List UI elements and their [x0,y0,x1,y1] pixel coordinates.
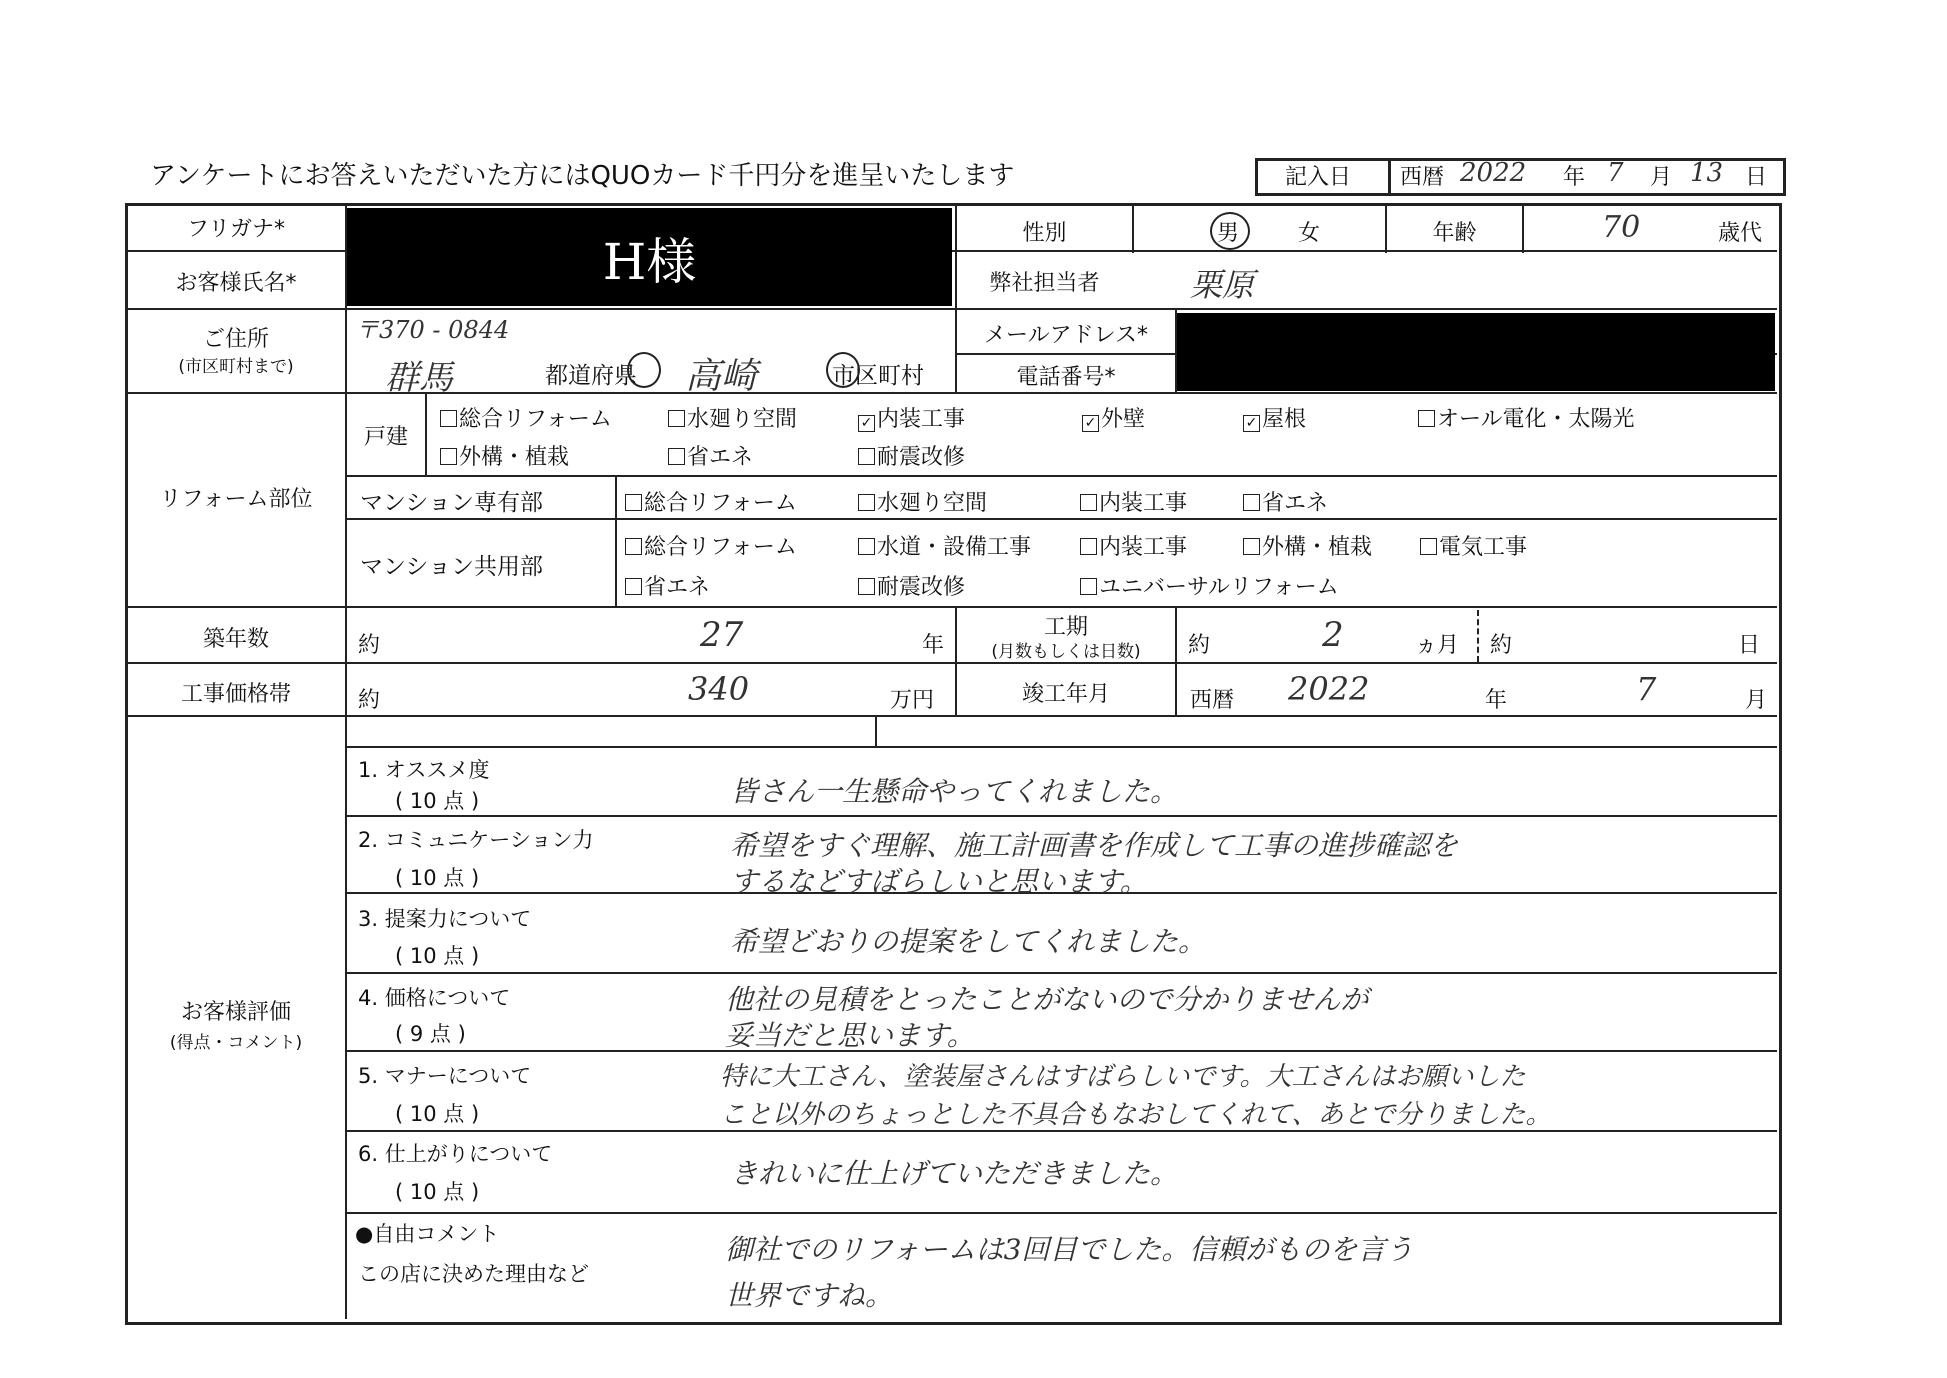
house-check-3[interactable]: ✓ 外壁 [1082,402,1145,433]
period-months-unit: ヵ月 [1415,633,1460,658]
common-check-0[interactable]: 総合リフォーム [625,530,797,561]
private-check-0[interactable]: 総合リフォーム [625,486,797,517]
private-check-3[interactable]: 省エネ [1243,486,1328,517]
eval-item-1-comment: 皆さん一生懸命やってくれました。 [730,775,1179,808]
completion-year: 2022 [1288,670,1370,708]
evaluation-sub-label: (得点・コメント) [169,1033,303,1053]
build-age-unit: 年 [922,633,945,658]
eval-item-4-comment-1: 他社の見積をとったことがないので分かりませんが [725,983,1369,1016]
house-label: 戸建 [363,425,408,450]
house-check-1[interactable]: 水廻り空間 [668,402,797,433]
house-check-8[interactable]: 耐震改修 [858,440,965,471]
prefecture-suffix: 都道府県 [545,363,637,389]
email-label: メールアドレス* [984,323,1148,348]
common-check-7[interactable]: ユニバーサルリフォーム [1080,570,1339,601]
common-check-5[interactable]: 省エネ [625,570,710,601]
eval-item-4-comment-2: 妥当だと思います。 [725,1019,975,1052]
period-label: 工期 [1043,615,1088,640]
entry-year-unit: 年 [1563,165,1586,190]
prefecture-ken-circle [627,352,661,388]
price-label: 工事価格帯 [180,682,291,707]
eval-item-2-score: ( 10 点 ) [395,866,480,890]
eval-item-2-title: 2. コミュニケーション力 [358,828,594,852]
common-check-6[interactable]: 耐震改修 [858,570,965,601]
entry-month: 7 [1607,158,1624,188]
eval-item-5-score: ( 10 点 ) [395,1102,480,1126]
common-check-4[interactable]: 電気工事 [1420,530,1527,561]
staff-name: 栗原 [1190,266,1255,304]
staff-label: 弊社担当者 [989,271,1100,296]
free-comment-sub: この店に決めた理由など [358,1262,589,1286]
entry-year: 2022 [1460,158,1527,188]
private-check-1[interactable]: 水廻り空間 [858,486,987,517]
house-check-0[interactable]: 総合リフォーム [440,402,612,433]
entry-date-label: 記入日 [1285,165,1352,190]
address-sub-label: (市区町村まで) [178,357,294,377]
eval-item-3-comment: 希望どおりの提案をしてくれました。 [730,925,1207,958]
period-sub-label: (月数もしくは日数) [991,642,1141,662]
contact-redaction [1177,313,1775,391]
eval-item-5-comment-1: 特に大工さん、塗装屋さんはすばらしいです。大工さんはお願いした [720,1062,1526,1092]
completion-month: 7 [1636,670,1657,708]
free-comment-2: 世界ですね。 [725,1279,894,1312]
completion-label: 竣工年月 [1021,682,1110,707]
free-comment-title: ●自由コメント [355,1222,500,1246]
city: 高崎 [685,356,758,397]
house-check-7[interactable]: 省エネ [668,440,753,471]
eval-item-3-score: ( 10 点 ) [395,944,480,968]
common-check-1[interactable]: 水道・設備工事 [858,530,1031,561]
build-age-label: 築年数 [202,627,269,652]
furigana-label: フリガナ* [187,217,285,242]
city-suffix: 市区町村 [832,363,924,389]
common-check-3[interactable]: 外構・植栽 [1243,530,1372,561]
common-check-2[interactable]: 内装工事 [1080,530,1187,561]
customer-name-label: お客様氏名* [175,271,297,296]
eval-item-6-score: ( 10 点 ) [395,1180,480,1204]
age-label: 年齢 [1432,221,1477,246]
age-unit: 歳代 [1718,221,1763,246]
eval-item-6-comment: きれいに仕上げていただきました。 [730,1157,1179,1190]
gender-male: 男 [1217,221,1240,246]
entry-day-unit: 日 [1745,165,1768,190]
entry-month-unit: 月 [1650,165,1673,190]
customer-name: H様 [602,233,697,291]
house-check-4[interactable]: ✓ 屋根 [1243,402,1306,433]
survey-notice: アンケートにお答えいただいた方にはQUOカード千円分を進呈いたします [150,161,1015,191]
entry-era: 西暦 [1400,165,1445,190]
eval-item-5-title: 5. マナーについて [358,1064,532,1088]
gender-female: 女 [1298,221,1321,246]
house-check-2[interactable]: ✓ 内装工事 [858,402,965,433]
completion-era: 西暦 [1190,688,1235,713]
eval-item-4-title: 4. 価格について [358,986,511,1010]
eval-item-1-title: 1. オススメ度 [358,758,490,782]
period-approx-days: 約 [1490,633,1513,658]
eval-item-5-comment-2: こと以外のちょっとした不具合もなおしてくれて、あとで分りました。 [720,1100,1552,1130]
eval-item-3-title: 3. 提案力について [358,907,532,931]
private-label: マンション専有部 [360,490,543,516]
eval-item-1-score: ( 10 点 ) [395,789,480,813]
house-check-6[interactable]: 外構・植栽 [440,440,569,471]
city-shi-circle [826,352,860,388]
price-value: 340 [688,670,750,708]
reform-label: リフォーム部位 [159,487,313,512]
postal-code: 〒370 - 0844 [355,316,510,344]
private-check-2[interactable]: 内装工事 [1080,486,1187,517]
eval-item-2-comment-1: 希望をすぐ理解、施工計画書を作成して工事の進捗確認を [730,829,1459,862]
address-label: ご住所 [202,327,269,352]
period-approx-months: 約 [1188,633,1211,658]
period-days-unit: 日 [1738,633,1761,658]
common-label: マンション共用部 [360,554,543,580]
prefecture: 群馬 [385,358,453,398]
build-age-approx: 約 [358,633,381,658]
phone-label: 電話番号* [1016,365,1116,390]
eval-item-4-score: ( 9 点 ) [395,1022,466,1046]
price-unit: 万円 [890,688,935,713]
completion-month-unit: 月 [1745,688,1768,713]
house-check-5[interactable]: オール電化・太陽光 [1418,402,1635,433]
period-months-value: 2 [1322,615,1344,655]
evaluation-label: お客様評価 [180,1000,291,1025]
eval-item-2-comment-2: するなどすばらしいと思います。 [730,865,1148,898]
gender-label: 性別 [1022,221,1067,246]
eval-item-6-title: 6. 仕上がりについて [358,1142,553,1166]
age-value: 70 [1602,210,1641,245]
entry-day: 13 [1690,158,1724,188]
price-approx: 約 [358,688,381,713]
completion-year-unit: 年 [1485,688,1508,713]
free-comment-1: 御社でのリフォームは3回目でした。信頼がものを言う [725,1233,1414,1266]
build-age-value: 27 [700,615,744,655]
